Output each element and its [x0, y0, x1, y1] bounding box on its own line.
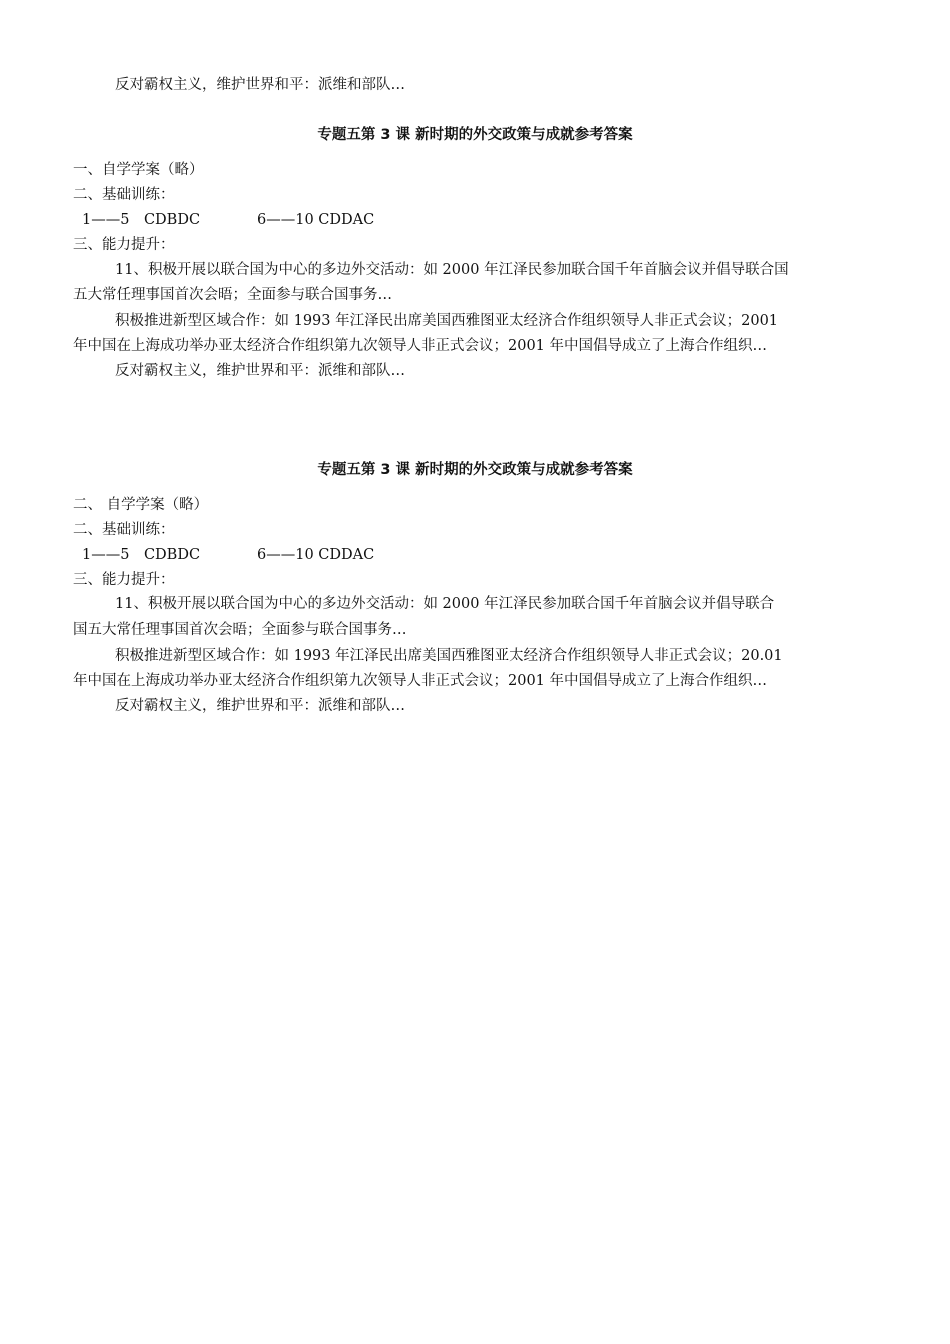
- section-2-answers-a: 1——5 CDBDC: [82, 547, 201, 563]
- section-2-item-3: 三、能力提升：: [73, 572, 175, 588]
- section-1-paragraph-2-line-2: 年中国在上海成功举办亚太经济合作组织第九次领导人非正式会议；2001 年中国倡导成立了上海合作组织…: [73, 338, 768, 354]
- section-1-paragraph-1-line-2: 五大常任理事国首次会晤；全面参与联合国事务…: [73, 287, 392, 303]
- section-1-answers-b: 6——10 CDDAC: [257, 212, 375, 228]
- section-1-item-1: 一、自学学案（略）: [73, 162, 204, 178]
- section-2-paragraph-1-line-1: 11、积极开展以联合国为中心的多边外交活动：如 2000 年江泽民参加联合国千年首脑会议并倡导联合: [115, 596, 775, 612]
- section-2-paragraph-2-line-1: 积极推进新型区域合作：如 1993 年江泽民出席美国西雅图亚太经济合作组织领导人非正式会议；20.01: [115, 648, 783, 664]
- section-2-title: 专题五第 3 课 新时期的外交政策与成就参考答案: [317, 462, 633, 478]
- section-2-item-2: 二、基础训练：: [73, 522, 175, 538]
- section-2-paragraph-1-line-2: 国五大常任理事国首次会晤；全面参与联合国事务…: [73, 622, 407, 638]
- section-2-answers-b: 6——10 CDDAC: [257, 547, 375, 563]
- top-fragment: 反对霸权主义，维护世界和平：派维和部队…: [115, 77, 405, 93]
- section-1-answers-a: 1——5 CDBDC: [82, 212, 201, 228]
- section-1-item-3: 三、能力提升：: [73, 237, 175, 253]
- section-1-title: 专题五第 3 课 新时期的外交政策与成就参考答案: [317, 127, 633, 143]
- section-2-paragraph-2-line-2: 年中国在上海成功举办亚太经济合作组织第九次领导人非正式会议；2001 年中国倡导成立了上海合作组织…: [73, 673, 768, 689]
- section-1-paragraph-3: 反对霸权主义，维护世界和平：派维和部队…: [115, 363, 405, 379]
- section-2-paragraph-3: 反对霸权主义，维护世界和平：派维和部队…: [115, 698, 405, 714]
- section-1-item-2: 二、基础训练：: [73, 187, 175, 203]
- section-1-paragraph-1-line-1: 11、积极开展以联合国为中心的多边外交活动：如 2000 年江泽民参加联合国千年首脑会议并倡导联合国: [115, 262, 789, 278]
- section-1-paragraph-2-line-1: 积极推进新型区域合作：如 1993 年江泽民出席美国西雅图亚太经济合作组织领导人非正式会议；2001: [115, 313, 779, 329]
- section-2-item-1: 二、 自学学案（略）: [73, 497, 209, 513]
